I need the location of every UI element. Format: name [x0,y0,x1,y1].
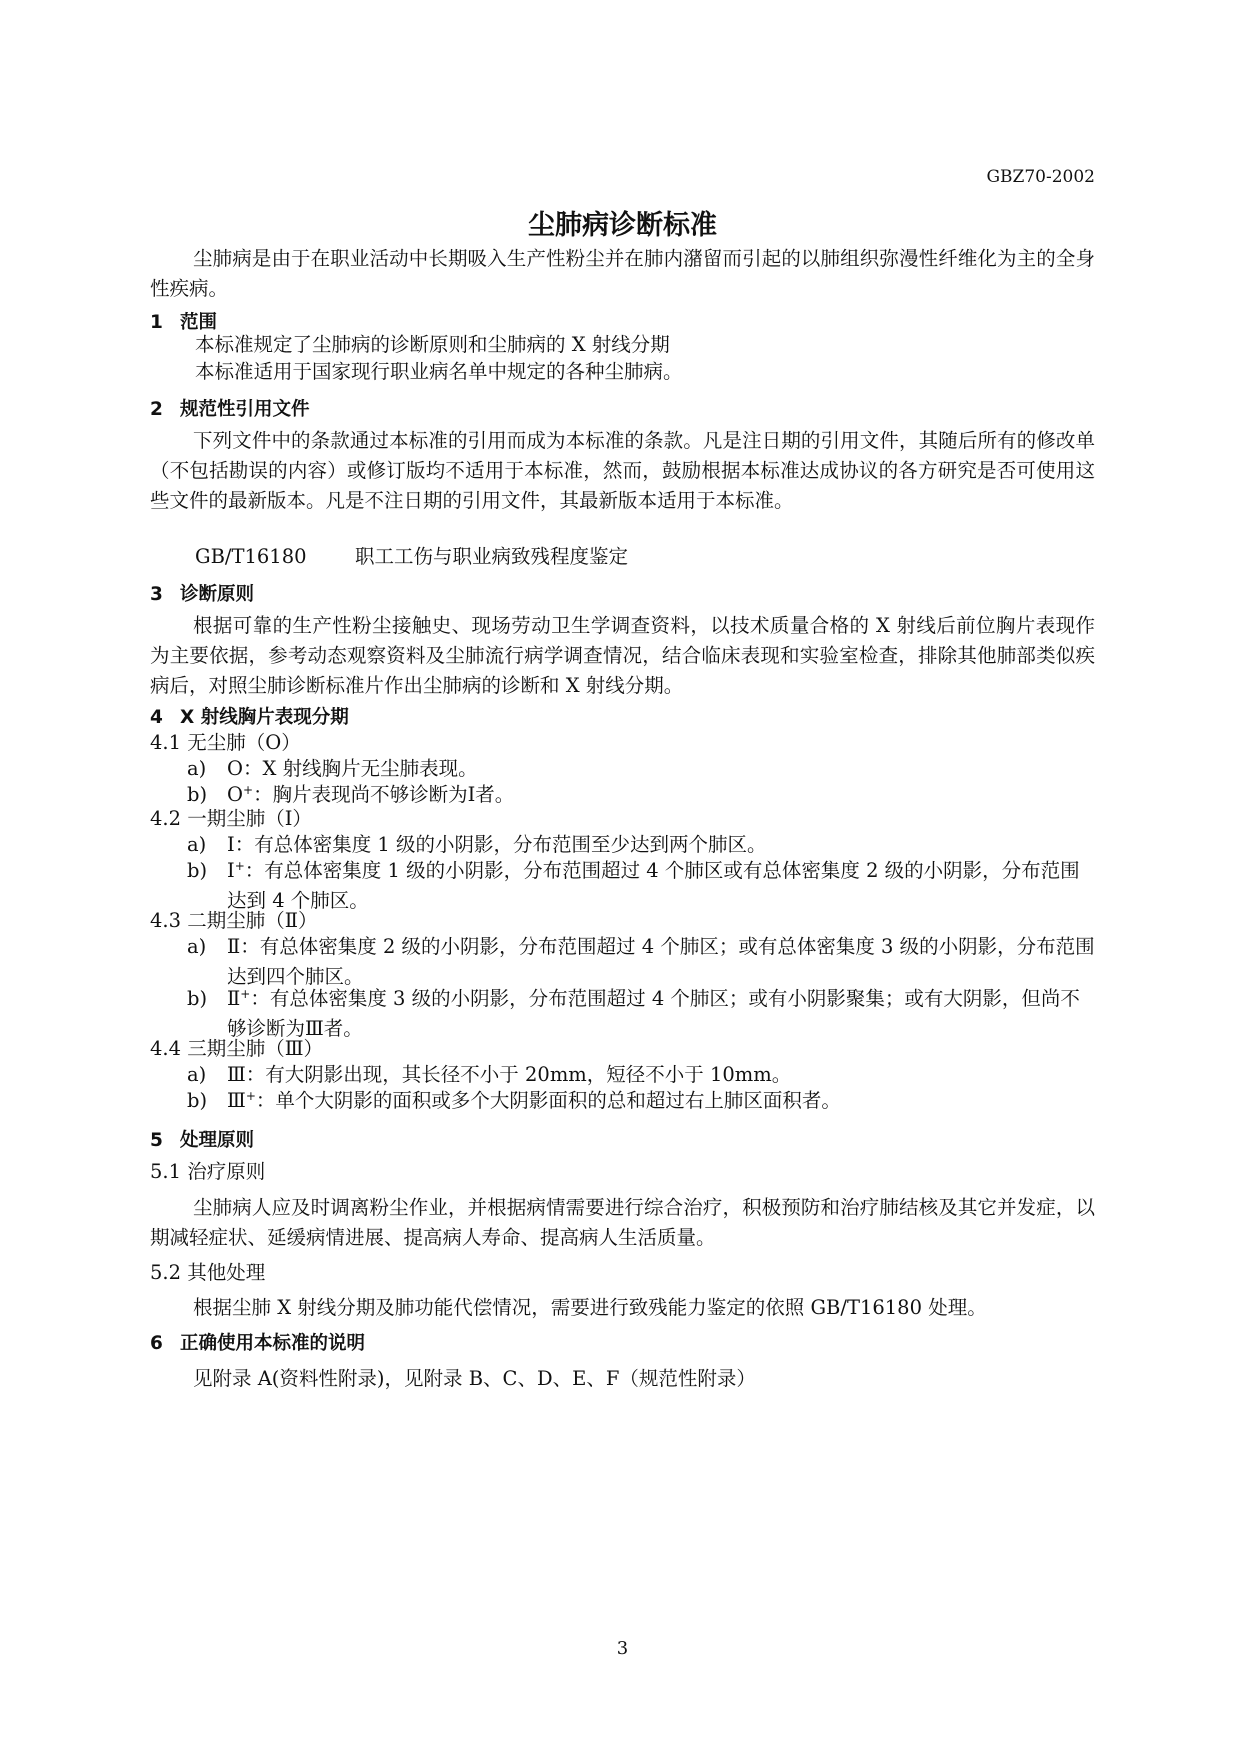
plus-superscript: + [245,1089,256,1103]
list-label: a) [187,935,207,958]
list-text: ：有总体密集度 3 级的小阴影，分布范围超过 4 个肺区；或有小阴影聚集；或有大阴影，但尚不够诊断为Ⅲ者。 [227,987,1080,1040]
list-label: b) [187,859,208,882]
document-title: 尘肺病诊断标准 [528,210,717,241]
section-title: 处理原则 [180,1130,255,1151]
standard-code: GBZ70-2002 [986,167,1095,187]
list-text: ：有总体密集度 1 级的小阴影，分布范围超过 4 个肺区或有总体密集度 2 级的小阴影，分布范围达到 4 个肺区。 [227,859,1080,912]
list-label: b) [187,1089,208,1112]
list-text: O：X 射线胸片无尘肺表现。 [227,757,478,780]
scope-line-2: 本标准适用于国家现行职业病名单中规定的各种尘肺病。 [195,360,683,383]
list-text: ：胸片表现尚不够诊断为Ⅰ者。 [253,783,515,806]
section-5-heading [150,1126,1095,1156]
section-number: 2 [150,399,163,420]
subsection-4-1-heading: 4.1 无尘肺（O） [150,731,301,754]
list-text: Ⅱ：有总体密集度 2 级的小阴影，分布范围超过 4 个肺区；或有总体密集度 3 级的小阴影，分布范围达到四个肺区。 [227,935,1095,988]
subsection-5-2-heading: 5.2 其他处理 [150,1261,266,1284]
subsection-4-4-heading: 4.4 三期尘肺（Ⅲ） [150,1037,324,1060]
stage-symbol: Ⅰ [227,859,235,882]
stage-symbol: O [227,783,243,806]
reference-title: 职工工伤与职业病致残程度鉴定 [355,545,629,568]
list-text: Ⅲ：有大阴影出现，其长径不小于 20mm，短径不小于 10mm。 [227,1063,792,1086]
list-label: b) [187,783,208,806]
list-label: b) [187,987,208,1010]
list-label: a) [187,1063,207,1086]
other-treatment-paragraph: 根据尘肺 X 射线分期及肺功能代偿情况，需要进行致残能力鉴定的依照 GB/T16180 处理。 [193,1296,987,1319]
section-number: 1 [150,312,163,333]
stage-symbol: Ⅲ [227,1089,246,1112]
intro-paragraph: 尘肺病是由于在职业活动中长期吸入生产性粉尘并在肺内潴留而引起的以肺组织弥漫性纤维化为主的全身性疾病。 [150,247,1095,300]
reference-item [195,542,628,572]
list-text: ：单个大阴影的面积或多个大阴影面积的总和超过右上肺区面积者。 [255,1089,841,1112]
subsection-5-1-heading: 5.1 治疗原则 [150,1160,266,1183]
subsection-4-2-heading: 4.2 一期尘肺（Ⅰ） [150,807,312,830]
subsection-4-3-heading: 4.3 二期尘肺（Ⅱ） [150,909,318,932]
list-text: Ⅰ：有总体密集度 1 级的小阴影，分布范围至少达到两个肺区。 [227,833,767,856]
plus-superscript: + [240,987,251,1001]
section-title: X 射线胸片表现分期 [180,707,349,728]
plus-superscript: + [234,859,245,873]
section-2-heading [150,395,1095,425]
list-item [187,932,1095,991]
diagnosis-principle-paragraph: 根据可靠的生产性粉尘接触史、现场劳动卫生学调查资料，以技术质量合格的 X 射线后前位胸片表现作为主要依据，参考动态观察资料及尘肺流行病学调查情况，结合临床表现和实验室检查，排除其他肺部类似疾病后，对照尘肺诊断标准片作出尘肺病的诊断和 X 射线分期。 [150,614,1095,697]
treatment-paragraph: 尘肺病人应及时调离粉尘作业，并根据病情需要进行综合治疗，积极预防和治疗肺结核及其它并发症，以期减轻症状、延缓病情进展、提高病人寿命、提高病人生活质量。 [150,1196,1095,1249]
section-number: 3 [150,584,163,605]
section-number: 5 [150,1130,163,1151]
page-number: 3 [616,1638,629,1659]
plus-superscript: + [243,783,254,797]
list-item [187,1086,1095,1116]
list-label: a) [187,757,207,780]
references-paragraph: 下列文件中的条款通过本标准的引用而成为本标准的条款。凡是注日期的引用文件，其随后所有的修改单（不包括勘误的内容）或修订版均不适用于本标准，然而，鼓励根据本标准达成协议的各方研究是否可使用这些文件的最新版本。凡是不注日期的引用文件，其最新版本适用于本标准。 [150,429,1095,512]
section-title: 诊断原则 [180,584,255,605]
reference-code: GB/T16180 [195,545,307,568]
scope-line-1: 本标准规定了尘肺病的诊断原则和尘肺病的 X 射线分期 [195,333,670,356]
section-number: 4 [150,707,163,728]
document-page [150,0,1095,1754]
section-number: 6 [150,1333,163,1354]
section-6-heading [150,1329,1095,1359]
section-title: 正确使用本标准的说明 [180,1333,366,1354]
section-title: 范围 [180,312,218,333]
section-3-heading [150,580,1095,610]
stage-symbol: Ⅱ [227,987,241,1010]
usage-note-paragraph: 见附录 A(资料性附录)，见附录 B、C、D、E、F（规范性附录） [193,1367,756,1390]
section-title: 规范性引用文件 [180,399,310,420]
list-label: a) [187,833,207,856]
